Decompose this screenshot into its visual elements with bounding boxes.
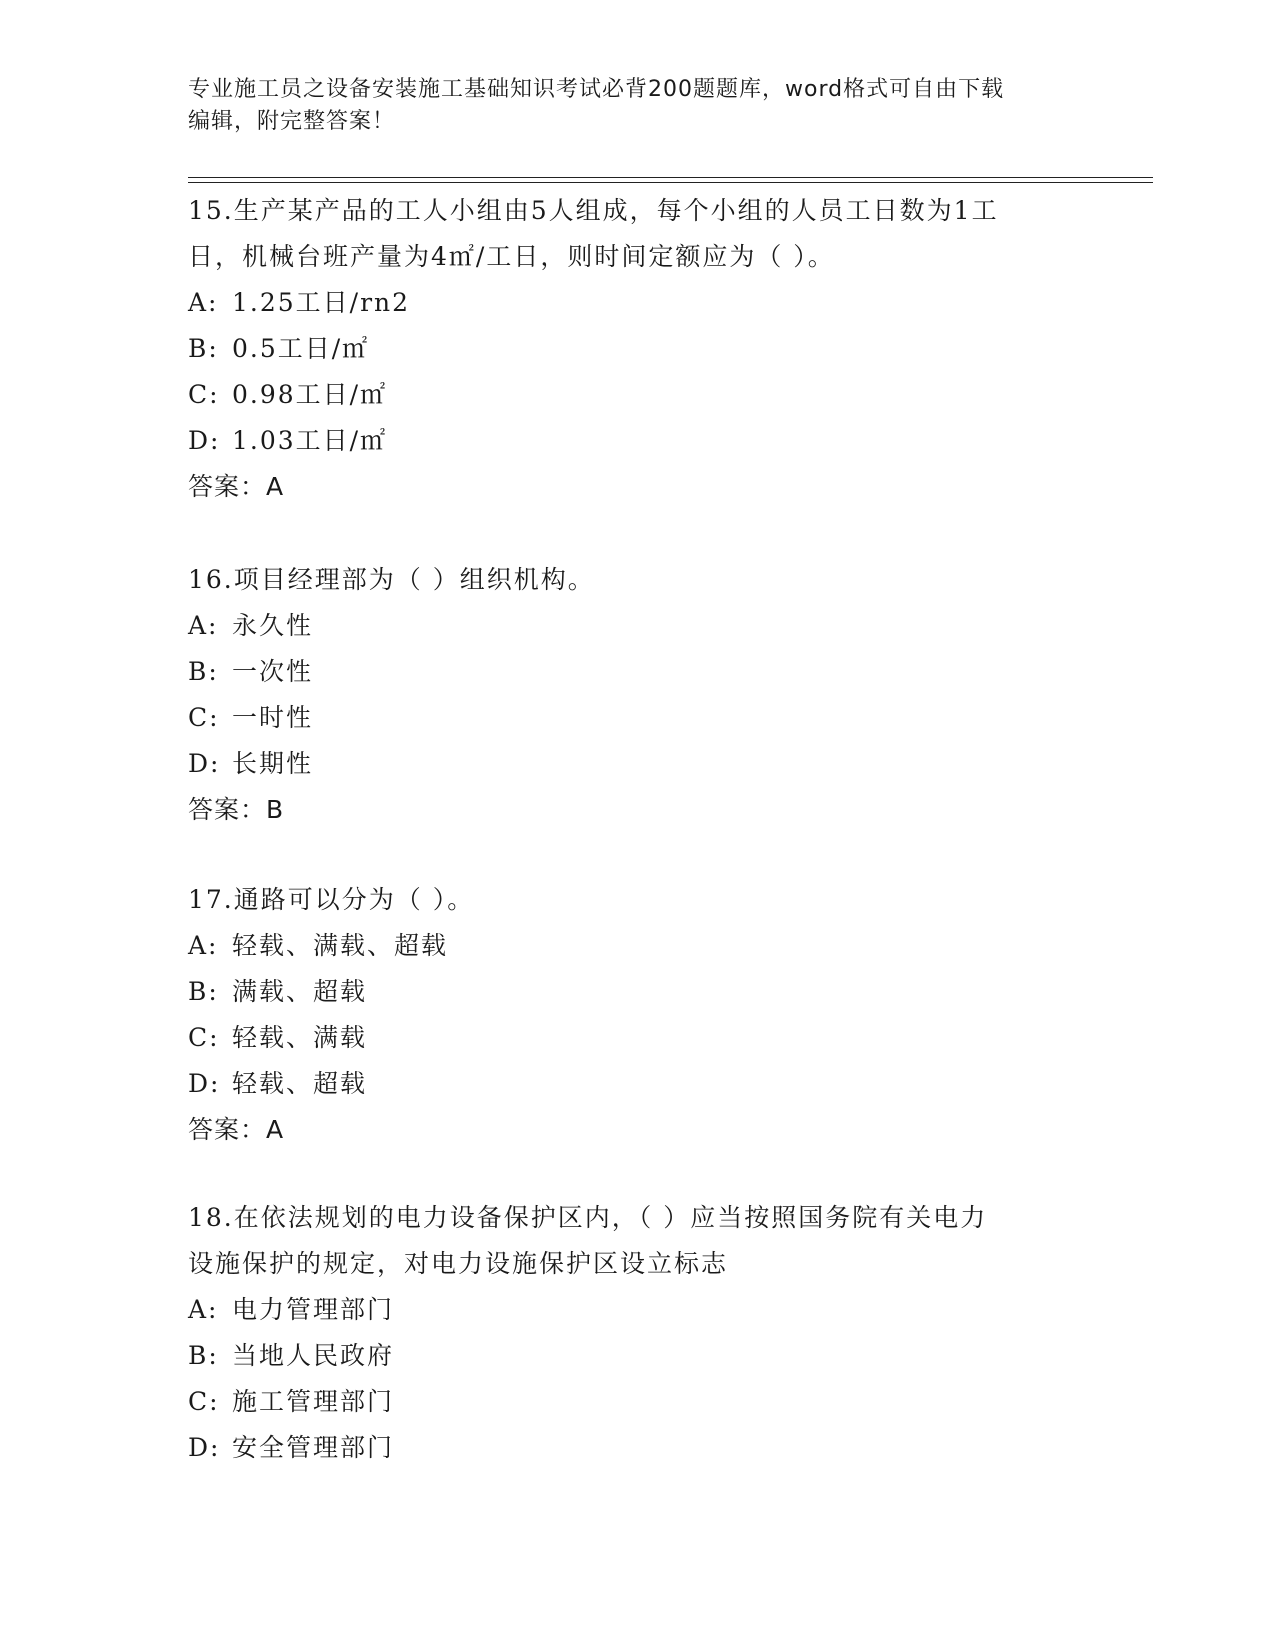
option-c [188, 1379, 1078, 1425]
option-label: D: [188, 1433, 221, 1462]
option-label: D: [188, 426, 221, 455]
option-d [188, 741, 1078, 787]
option-d [188, 418, 1078, 464]
option-c [188, 695, 1078, 741]
answer: 答案：A [188, 1115, 285, 1144]
option-label: A: [188, 288, 219, 317]
option-label: A: [188, 1295, 219, 1324]
option-text: 电力管理部门 [232, 1295, 395, 1324]
option-label: B: [188, 1341, 219, 1370]
option-label: D: [188, 1069, 221, 1098]
header-title-line-2: 编辑，附完整答案！ [188, 109, 396, 134]
option-text: 轻载、超载 [232, 1069, 368, 1098]
option-b [188, 1333, 1078, 1379]
option-text: 安全管理部门 [232, 1433, 395, 1462]
option-text: 0.5工日/㎡ [232, 334, 370, 363]
question-stem-line-1: 15.生产某产品的工人小组由5人组成，每个小组的人员工日数为1工 [188, 196, 999, 225]
option-label: C: [188, 1387, 220, 1416]
question-stem-line-2: 日，机械台班产量为4㎡/工日，则时间定额应为（ ）。 [188, 242, 835, 271]
option-text: 1.03工日/㎡ [232, 426, 388, 455]
option-text: 一时性 [232, 703, 314, 732]
option-b [188, 969, 1078, 1015]
option-d [188, 1061, 1078, 1107]
option-a [188, 280, 1078, 326]
question-stem-line-1: 16.项目经理部为（ ）组织机构。 [188, 565, 595, 594]
option-label: B: [188, 977, 219, 1006]
option-label: A: [188, 611, 219, 640]
answer: 答案：B [188, 795, 285, 824]
option-text: 1.25工日/rn2 [232, 288, 411, 317]
question-16 [188, 557, 1078, 833]
option-a [188, 1287, 1078, 1333]
question-18 [188, 1195, 1078, 1471]
question-15 [188, 188, 1078, 510]
option-text: 轻载、满载、超载 [232, 931, 449, 960]
option-label: B: [188, 657, 219, 686]
question-stem-line-1: 18.在依法规划的电力设备保护区内，（ ）应当按照国务院有关电力 [188, 1203, 988, 1232]
option-c [188, 1015, 1078, 1061]
option-b [188, 326, 1078, 372]
option-label: B: [188, 334, 219, 363]
header-divider-top [188, 177, 1153, 178]
option-text: 满载、超载 [232, 977, 368, 1006]
question-stem-line-1: 17.通路可以分为（ ）。 [188, 885, 475, 914]
option-text: 0.98工日/㎡ [232, 380, 388, 409]
option-text: 长期性 [232, 749, 314, 778]
option-text: 施工管理部门 [232, 1387, 395, 1416]
document-header [188, 74, 1078, 138]
option-text: 当地人民政府 [232, 1341, 395, 1370]
header-title-line-1: 专业施工员之设备安装施工基础知识考试必背200题题库，word格式可自由下载 [188, 77, 1005, 102]
option-label: C: [188, 380, 220, 409]
option-text: 轻载、满载 [232, 1023, 368, 1052]
option-a [188, 923, 1078, 969]
option-c [188, 372, 1078, 418]
option-d [188, 1425, 1078, 1471]
option-label: C: [188, 1023, 220, 1052]
question-17 [188, 877, 1078, 1153]
option-label: D: [188, 749, 221, 778]
question-stem-line-2: 设施保护的规定，对电力设施保护区设立标志 [188, 1249, 729, 1278]
header-divider-bottom [188, 182, 1153, 183]
option-text: 永久性 [232, 611, 314, 640]
option-text: 一次性 [232, 657, 314, 686]
option-label: A: [188, 931, 219, 960]
option-b [188, 649, 1078, 695]
option-a [188, 603, 1078, 649]
answer: 答案：A [188, 472, 285, 501]
option-label: C: [188, 703, 220, 732]
